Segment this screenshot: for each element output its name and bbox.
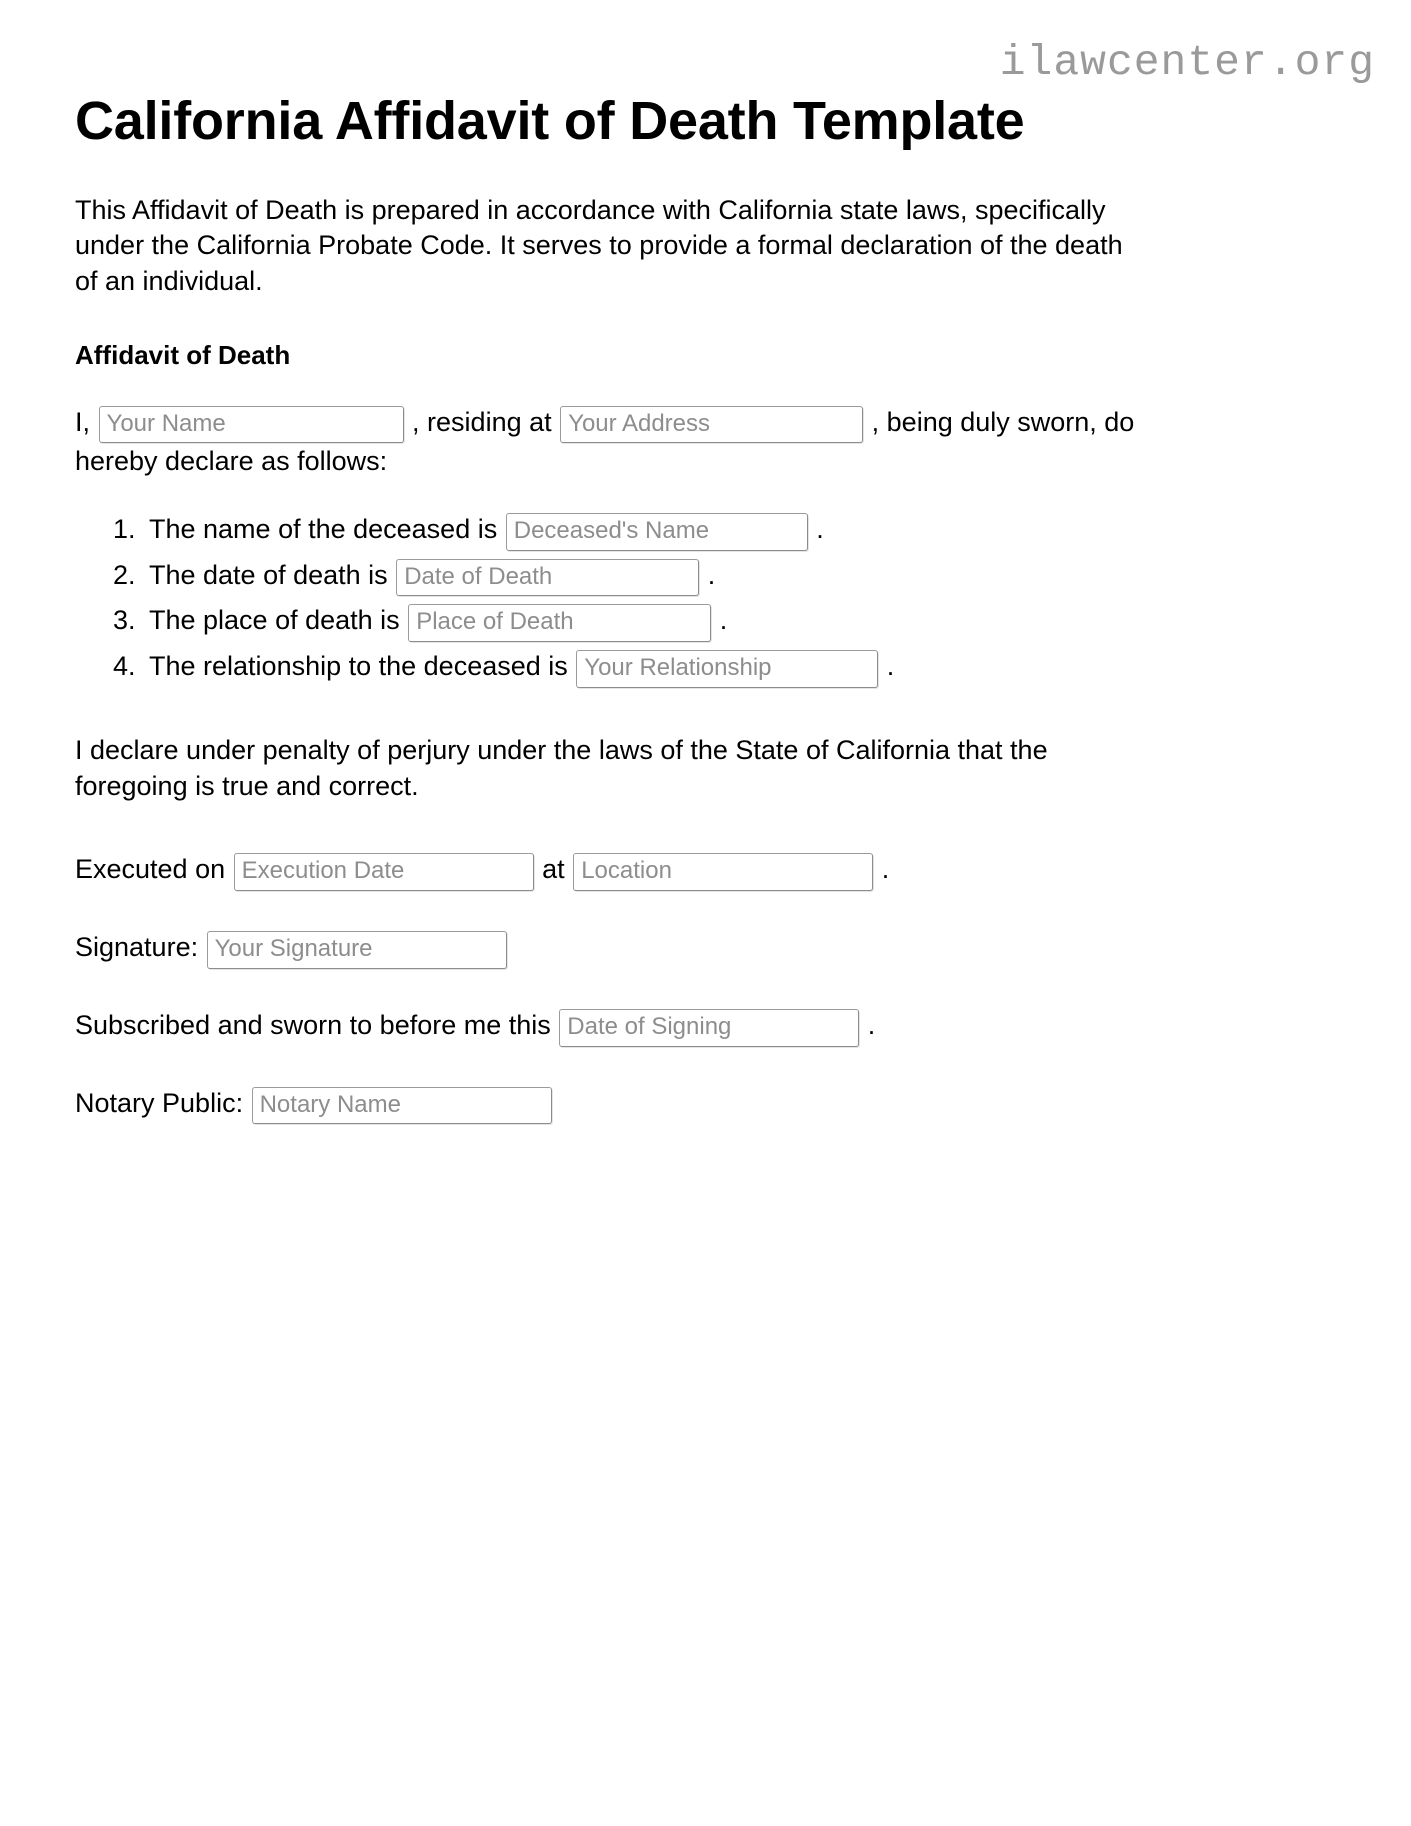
execution-period: . (881, 854, 890, 885)
list-item (143, 604, 1305, 642)
notary-line (75, 1085, 1305, 1125)
claim-text-before: The relationship to the deceased is (149, 651, 568, 682)
list-item (143, 513, 1305, 551)
execution-line (75, 851, 1305, 891)
declaration-opening-line (75, 404, 1155, 480)
claim-text-before: The date of death is (149, 559, 388, 590)
sworn-line (75, 1007, 1305, 1047)
residing-at-label: , residing at (412, 406, 552, 437)
your-address-input[interactable] (560, 406, 863, 444)
place-of-death-input[interactable] (408, 604, 711, 642)
signature-label: Signature: (75, 932, 199, 963)
notary-public-label: Notary Public: (75, 1087, 244, 1118)
intro-paragraph: This Affidavit of Death is prepared in accordance with California state laws, specifically under the California Probate Code. It serves to provide a formal declaration of the death of an individual. (75, 194, 1123, 296)
at-label: at (542, 854, 565, 885)
subscribed-and-sworn-label: Subscribed and sworn to before me this (75, 1009, 551, 1040)
claim-text-after: . (886, 651, 895, 682)
penalty-of-perjury-paragraph: I declare under penalty of perjury under the laws of the State of California that the foregoing is true and correct. (75, 734, 1048, 801)
executed-on-label: Executed on (75, 854, 226, 885)
sworn-tail-label: , being duly sworn, do hereby declare as follows: (75, 406, 1135, 477)
your-relationship-input[interactable] (576, 650, 878, 688)
your-signature-input[interactable] (207, 931, 507, 969)
list-item (143, 559, 1305, 597)
site-watermark: ilawcenter.org (999, 38, 1375, 87)
claim-text-before: The place of death is (149, 605, 400, 636)
section-heading-affidavit-of-death: Affidavit of Death (75, 339, 291, 370)
claim-text-after: . (719, 605, 728, 636)
execution-date-input[interactable] (234, 853, 534, 891)
claim-text-after: . (707, 559, 716, 590)
declaration-lead-in-label: I, (75, 406, 91, 437)
page-title: California Affidavit of Death Template (75, 91, 1025, 151)
sworn-period: . (867, 1009, 876, 1040)
claim-text-before: The name of the deceased is (149, 513, 498, 544)
document-content (75, 0, 1305, 1124)
signature-line (75, 929, 1305, 969)
claim-text-after: . (816, 513, 824, 544)
your-name-input[interactable] (99, 406, 404, 444)
date-of-signing-input[interactable] (559, 1009, 859, 1047)
claims-list (75, 513, 1305, 688)
deceased-name-input[interactable] (506, 513, 808, 551)
notary-name-input[interactable] (252, 1087, 552, 1125)
date-of-death-input[interactable] (396, 559, 699, 597)
location-input[interactable] (573, 853, 873, 891)
list-item (143, 650, 1305, 688)
